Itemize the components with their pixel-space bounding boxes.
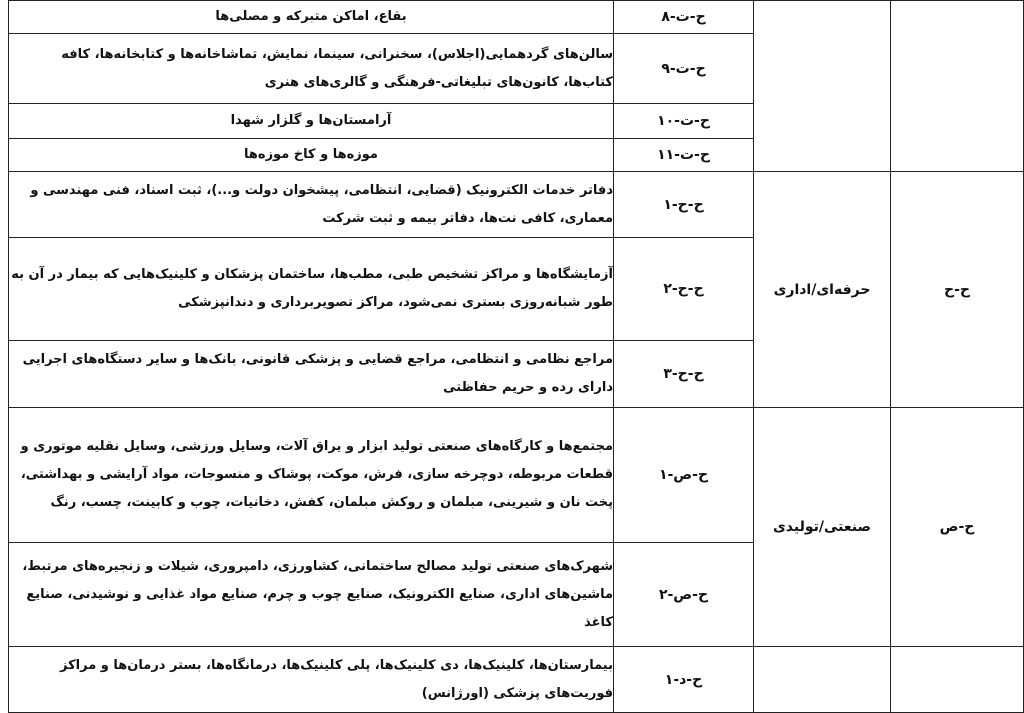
description-cell: بقاع، اماکن متبرکه و مصلی‌ها [9, 1, 614, 34]
description-cell: مراجع نظامی و انتظامی، مراجع قضایی و پزشکی قانونی، بانک‌ها و سایر دستگاه‌های اجرایی دارای رده و حریم حفاظتی [9, 341, 614, 408]
category-name-cell [754, 647, 891, 713]
subcode-cell: ح-ت-۸ [614, 1, 754, 34]
subcode-cell: ح-ت-۱۱ [614, 139, 754, 172]
subcode-cell: ح-ص-۲ [614, 543, 754, 647]
subcode-cell: ح-ح-۱ [614, 172, 754, 238]
table-row [9, 647, 1024, 713]
subcode-cell: ح-ح-۲ [614, 238, 754, 341]
description-cell: سالن‌های گردهمایی(اجلاس)، سخنرانی، سینما، نمایش، تماشاخانه‌ها و کتابخانه‌ها، کافه کتاب‌ها، کانون‌های تبلیغاتی-فرهنگی و گالری‌های هنری [9, 34, 614, 104]
category-code-cell: ح-ح [891, 172, 1024, 408]
category-code-cell: ح-ص [891, 408, 1024, 647]
land-use-table [8, 0, 1024, 713]
description-cell: مجتمع‌ها و کارگاه‌های صنعتی تولید ابزار و یراق آلات، وسایل ورزشی، وسایل نقلیه موتوری و قطعات مربوطه، دوچرخه سازی، فرش، موکت، پوشاک و منسوجات، مواد آرایشی و بهداشتی، پخت نان و شیرینی، مبلمان و روکش مبلمان، کفش، دخانیات، چوب و کابینت، چسب، رنگ [9, 408, 614, 543]
table-row [9, 408, 1024, 543]
table-row [9, 1, 1024, 34]
subcode-cell: ح-د-۱ [614, 647, 754, 713]
category-name-cell: صنعتی/تولیدی [754, 408, 891, 647]
category-code-cell [891, 647, 1024, 713]
description-cell: موزه‌ها و کاخ موزه‌ها [9, 139, 614, 172]
category-name-cell [754, 1, 891, 172]
description-cell: آزمایشگاه‌ها و مراکز تشخیص طبی، مطب‌ها، ساختمان پزشکان و کلینیک‌هایی که بیمار در آن به طور شبانه‌روزی بستری نمی‌شود، مراکز تصویربرداری و دندانپزشکی [9, 238, 614, 341]
description-cell: آرامستان‌ها و گلزار شهدا [9, 104, 614, 139]
description-cell: دفاتر خدمات الکترونیک (قضایی، انتظامی، پیشخوان دولت و...)، ثبت اسناد، فنی مهندسی و معماری، کافی نت‌ها، دفاتر بیمه و ثبت شرکت [9, 172, 614, 238]
subcode-cell: ح-ت-۹ [614, 34, 754, 104]
description-cell: بیمارستان‌ها، کلینیک‌ها، دی کلینیک‌ها، پلی کلینیک‌ها، درمانگاه‌ها، بستر درمان‌ها و مراکز فوریت‌های پزشکی (اورژانس) [9, 647, 614, 713]
category-name-cell: حرفه‌ای/اداری [754, 172, 891, 408]
category-code-cell [891, 1, 1024, 172]
subcode-cell: ح-ص-۱ [614, 408, 754, 543]
subcode-cell: ح-ح-۳ [614, 341, 754, 408]
table-row [9, 172, 1024, 238]
description-cell: شهرک‌های صنعتی تولید مصالح ساختمانی، کشاورزی، دامپروری، شیلات و زنجیره‌های مرتبط، ماشین‌های اداری، صنایع الکترونیک، صنایع چوب و چرم، صنایع مواد غذایی و نوشیدنی، صنایع کاغذ [9, 543, 614, 647]
subcode-cell: ح-ت-۱۰ [614, 104, 754, 139]
